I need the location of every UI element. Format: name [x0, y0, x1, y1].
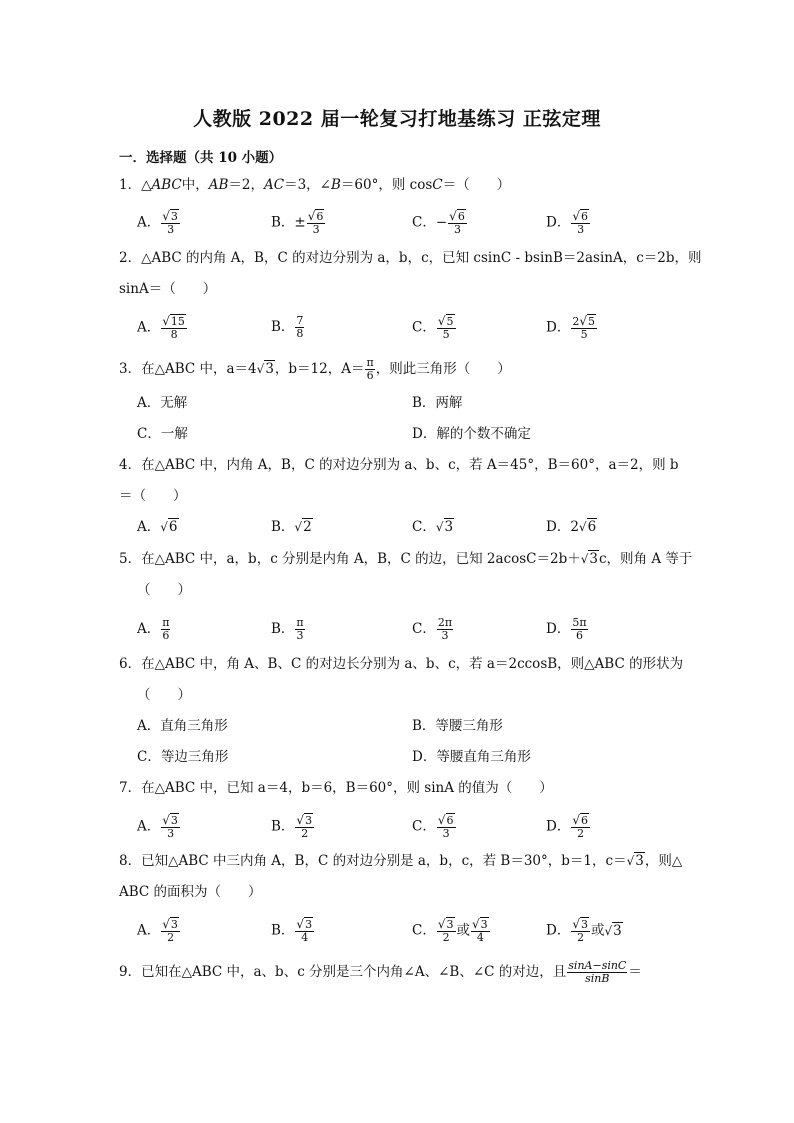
- question-7-option-b: B． $\frac{√3}{2}$: [271, 813, 313, 840]
- question-9-stem: 9．已知在△ABC 中，a、b、c 分别是三个内角∠A、∠B、∠C 的对边，且 $\frac{\sin A-\sin C}{\sin B}$ ＝: [119, 959, 642, 985]
- question-1-option-a: A． $\frac{√3}{3}$: [137, 209, 178, 236]
- question-8-stem: 8．已知△ABC 中三内角 A，B，C 的对边分别是 a，b，c，若 B＝30°，b＝1，c＝√3，则△: [119, 853, 683, 869]
- question-5-option-a: A． $\frac{\pi}{6}$: [137, 616, 170, 642]
- question-6-stem: 6．在△ABC 中，角 A、B、C 的对边长分别为 a、b、c，若 a＝2ccosB，则△ABC 的形状为: [119, 656, 684, 672]
- question-4-option-d: D．2√6: [546, 519, 597, 535]
- question-8-option-c: C． $\frac{√3}{2}$ 或 $\frac{√3}{4}$: [412, 917, 488, 944]
- question-4-option-b: B．√2: [271, 519, 312, 535]
- question-8-option-b: B． $\frac{√3}{4}$: [271, 917, 313, 944]
- question-2-option-a: A． $\frac{√15}{8}$: [137, 314, 185, 341]
- question-4-stem-cont: ＝（ ）: [119, 488, 187, 504]
- question-8-option-d: D． $\frac{√3}{2}$ 或√3: [546, 917, 622, 944]
- question-1-option-d: D． $\frac{√6}{3}$: [546, 209, 588, 236]
- question-7-option-d: D． $\frac{√6}{2}$: [546, 813, 588, 840]
- question-6-option-b: B．等腰三角形: [412, 718, 503, 734]
- question-1-option-b: B．± $\frac{√6}{3}$: [271, 209, 324, 236]
- section-heading: 一．选择题（共 10 小题）: [119, 150, 283, 166]
- question-1-option-c: C．− $\frac{√6}{3}$: [412, 209, 465, 236]
- question-2-option-c: C． $\frac{√5}{5}$: [412, 314, 454, 341]
- question-6-option-a: A．直角三角形: [137, 718, 228, 734]
- question-8-option-a: A． $\frac{√3}{2}$: [137, 917, 178, 944]
- question-5-stem-cont: （ ）: [137, 582, 191, 598]
- question-5-option-d: D． $\frac{5\pi}{6}$: [546, 616, 587, 642]
- question-6-option-d: D．等腰直角三角形: [412, 749, 531, 765]
- question-7-option-c: C． $\frac{√6}{3}$: [412, 813, 454, 840]
- question-3-stem: 3．在△ABC 中，a＝4√3，b＝12，A＝ $\frac{\pi}{6}$ ，则此三角形（ ）: [119, 356, 511, 382]
- question-7-option-a: A． $\frac{√3}{3}$: [137, 813, 178, 840]
- question-4-option-a: A．√6: [137, 519, 178, 535]
- question-8-stem-cont: ABC 的面积为（ ）: [119, 884, 262, 900]
- question-5-option-b: B． $\frac{\pi}{3}$: [271, 616, 304, 642]
- question-2-option-d: D． $\frac{2√5}{5}$: [546, 314, 595, 341]
- question-2-stem-cont: sinA＝（ ）: [119, 281, 217, 297]
- question-1-stem: 1．△ABC中，AB＝2，AC＝3，∠B＝60°，则 cosC＝（ ）: [119, 177, 511, 193]
- question-6-option-c: C．等边三角形: [137, 749, 229, 765]
- question-4-option-c: C．√3: [412, 519, 454, 535]
- question-5-option-c: C． $\frac{2\pi}{3}$: [412, 616, 453, 642]
- question-3-option-a: A．无解: [137, 395, 188, 411]
- question-5-stem: 5．在△ABC 中，a，b，c 分别是内角 A，B，C 的边，已知 2acosC＝2b＋√3c，则角 A 等于: [119, 551, 693, 567]
- question-3-option-d: D．解的个数不确定: [412, 426, 531, 442]
- question-2-option-b: B． $\frac{7}{8}$: [271, 314, 304, 340]
- page-title: 人教版 2022 届一轮复习打地基练习 正弦定理: [193, 108, 601, 130]
- question-7-stem: 7．在△ABC 中，已知 a＝4，b＝6，B＝60°，则 sinA 的值为（ ）: [119, 780, 553, 796]
- question-6-stem-cont: （ ）: [137, 687, 191, 703]
- question-3-option-c: C．一解: [137, 426, 188, 442]
- question-3-option-b: B．两解: [412, 395, 463, 411]
- question-2-stem: 2．△ABC 的内角 A，B，C 的对边分别为 a，b，c，已知 csinC - bsinB＝2asinA，c＝2b，则: [119, 250, 702, 266]
- question-4-stem: 4．在△ABC 中，内角 A，B，C 的对边分别为 a、b、c，若 A＝45°，B＝60°，a＝2，则 b: [119, 457, 679, 473]
